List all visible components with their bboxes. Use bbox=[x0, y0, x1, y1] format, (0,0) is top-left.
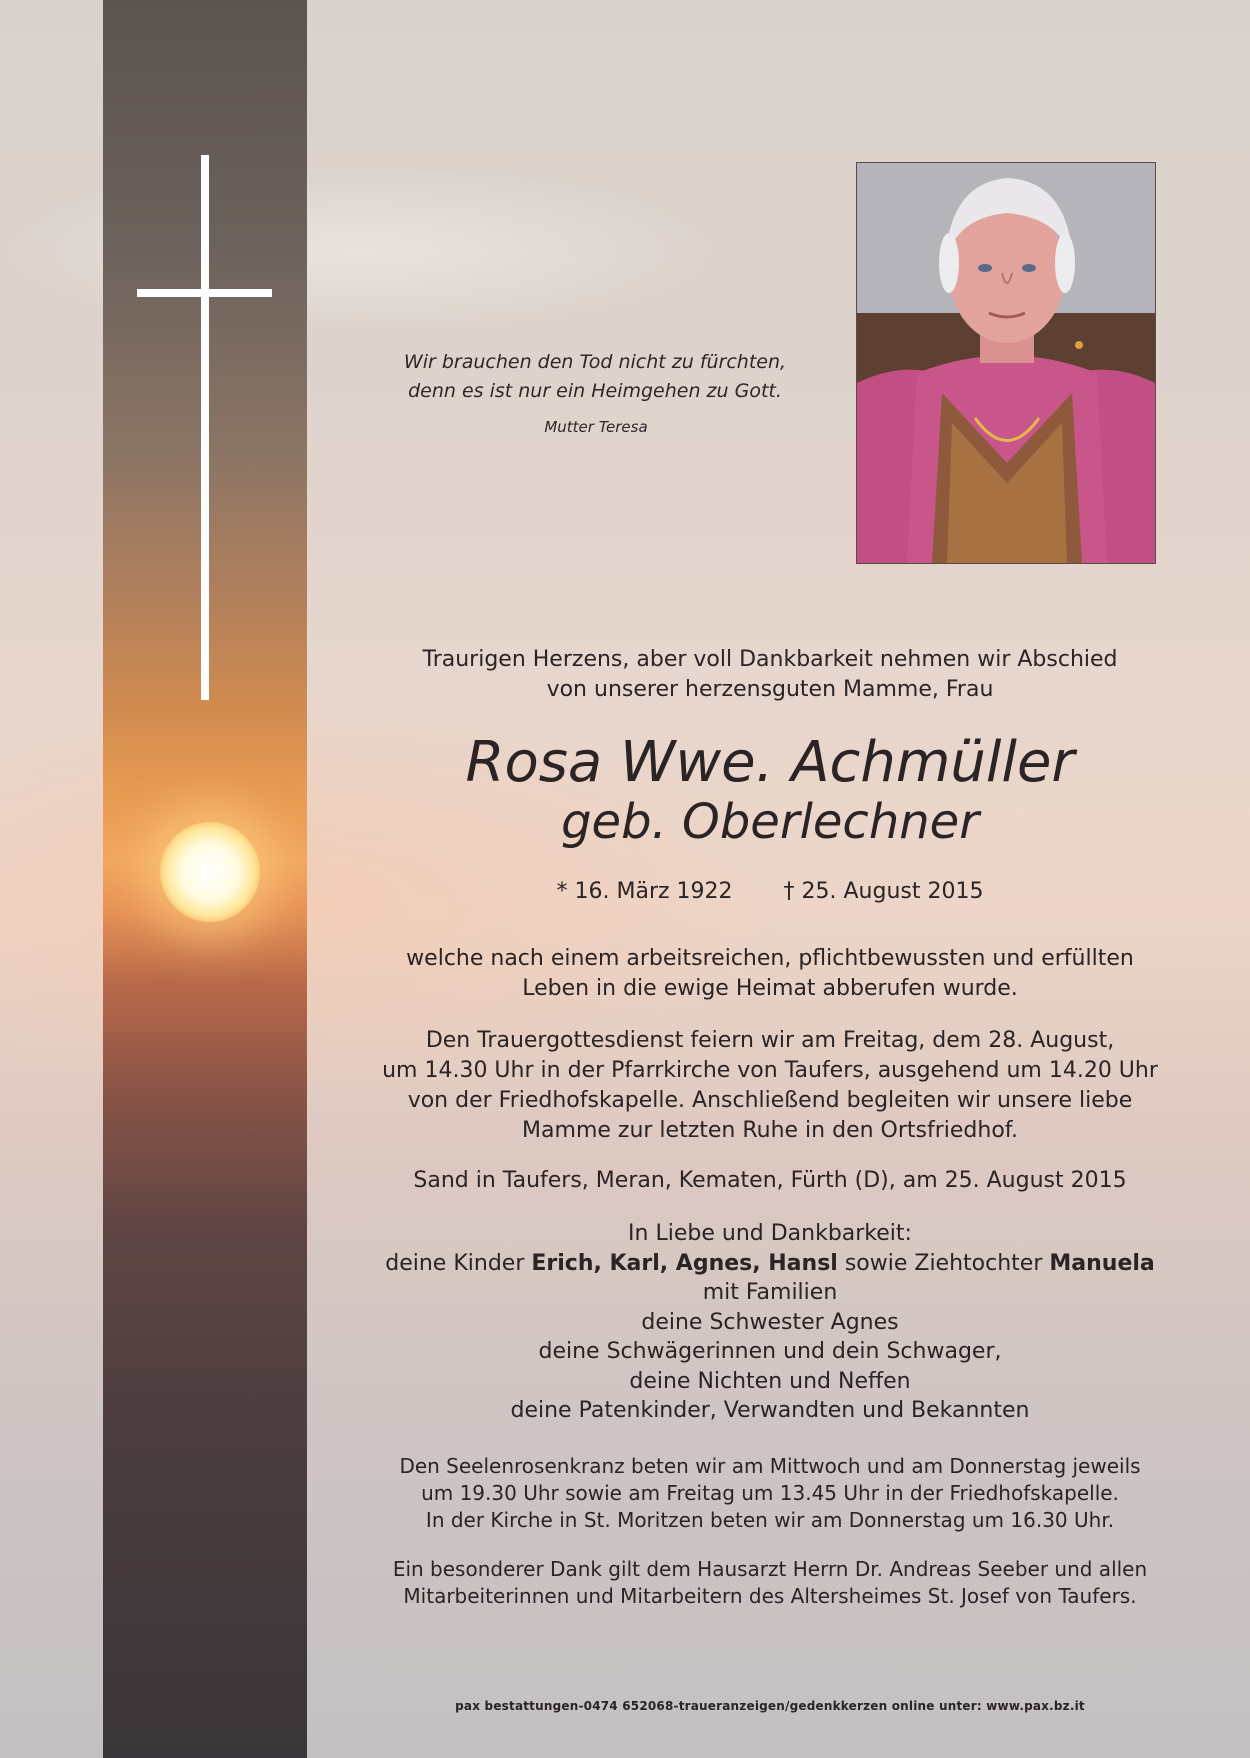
deceased-name: Rosa Wwe. Achmüller bbox=[465, 730, 1075, 795]
mourner-line: deine Schwägerinnen und dein Schwager, bbox=[538, 1339, 1002, 1364]
portrait-photo bbox=[856, 162, 1156, 564]
death-date: † 25. August 2015 bbox=[783, 879, 984, 904]
footer-credit: pax bestattungen-0474 652068-traueranzeigen/gedenkkerzen online unter: www.pax.bz.it bbox=[455, 1699, 1085, 1713]
foster-prefix: sowie Ziehtochter bbox=[837, 1250, 1050, 1276]
rosary-line: Den Seelenrosenkranz beten wir am Mittwoch und am Donnerstag jeweils bbox=[399, 1454, 1141, 1478]
cross-icon bbox=[201, 155, 209, 700]
service-line: von der Friedhofskapelle. Anschließend begleiten wir unsere liebe bbox=[407, 1088, 1133, 1113]
service-line: Mamme zur letzten Ruhe in den Ortsfriedhof. bbox=[522, 1118, 1018, 1143]
funeral-service-text bbox=[370, 1026, 1170, 1146]
memorial-quote bbox=[380, 348, 810, 406]
intro-text bbox=[370, 645, 1170, 705]
children-prefix: deine Kinder bbox=[385, 1250, 532, 1276]
service-line: Den Trauergottesdienst feiern wir am Freitag, dem 28. August, bbox=[425, 1028, 1115, 1053]
mourner-line: deine Patenkinder, Verwandten und Bekannten bbox=[510, 1398, 1030, 1423]
life-text bbox=[370, 944, 1170, 1004]
quote-author: Mutter Teresa bbox=[544, 418, 648, 436]
mourners-list bbox=[370, 1219, 1170, 1426]
life-dates bbox=[370, 877, 1170, 907]
mourners-heading: In Liebe und Dankbarkeit: bbox=[628, 1221, 912, 1246]
rosary-line: In der Kirche in St. Moritzen beten wir am Donnerstag um 16.30 Uhr. bbox=[425, 1508, 1115, 1532]
children-line bbox=[370, 1249, 1170, 1279]
service-line: um 14.30 Uhr in der Pfarrkirche von Taufers, ausgehend um 14.20 Uhr bbox=[382, 1058, 1158, 1083]
foster-name: Manuela bbox=[1049, 1250, 1155, 1276]
quote-line: Wir brauchen den Tod nicht zu fürchten, bbox=[403, 351, 787, 373]
cross-icon-bar bbox=[137, 289, 272, 297]
children-names: Erich, Karl, Agnes, Hansl bbox=[531, 1250, 838, 1276]
life-line: Leben in die ewige Heimat abberufen wurde. bbox=[522, 976, 1018, 1001]
sun bbox=[160, 822, 260, 922]
thanks-text bbox=[370, 1556, 1170, 1610]
rosary-text bbox=[370, 1453, 1170, 1534]
thanks-line: Mitarbeiterinnen und Mitarbeitern des Altersheimes St. Josef von Taufers. bbox=[403, 1584, 1137, 1608]
mourner-line: mit Familien bbox=[702, 1280, 838, 1305]
intro-line: von unserer herzensguten Mamme, Frau bbox=[546, 677, 994, 702]
mourner-line: deine Schwester Agnes bbox=[641, 1309, 899, 1335]
rosary-line: um 19.30 Uhr sowie am Freitag um 13.45 Uhr in der Friedhofskapelle. bbox=[421, 1481, 1119, 1505]
life-line: welche nach einem arbeitsreichen, pflichtbewussten und erfüllten bbox=[406, 946, 1134, 971]
maiden-name: geb. Oberlechner bbox=[561, 794, 979, 850]
quote-line: denn es ist nur ein Heimgehen zu Gott. bbox=[408, 380, 782, 402]
birth-date: * 16. März 1922 bbox=[556, 879, 733, 904]
intro-line: Traurigen Herzens, aber voll Dankbarkeit nehmen wir Abschied bbox=[422, 647, 1118, 672]
mourner-line: deine Nichten und Neffen bbox=[629, 1368, 911, 1394]
thanks-line: Ein besonderer Dank gilt dem Hausarzt Herrn Dr. Andreas Seeber und allen bbox=[392, 1557, 1148, 1581]
place-date: Sand in Taufers, Meran, Kematen, Fürth (D), am 25. August 2015 bbox=[413, 1168, 1127, 1193]
